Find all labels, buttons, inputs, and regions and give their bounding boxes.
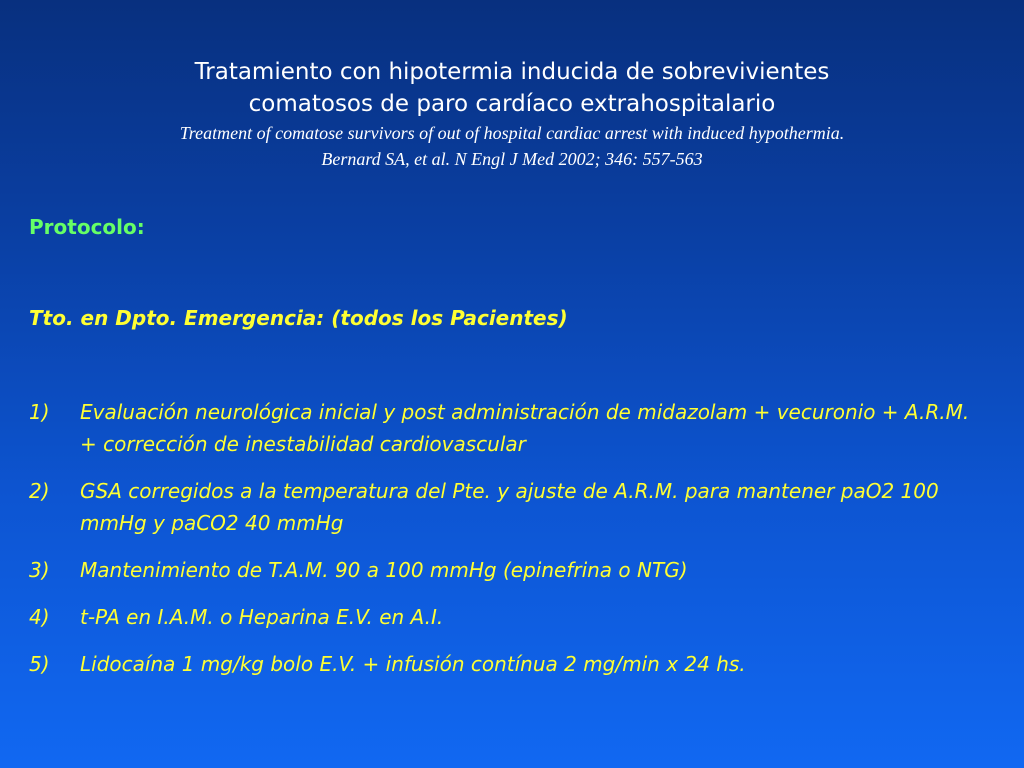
protocol-step — [29, 554, 989, 586]
slide-header — [0, 56, 1024, 172]
slide-title-line-2: comatosos de paro cardíaco extrahospitalario — [248, 91, 776, 117]
protocol-step — [29, 396, 989, 460]
step-text: Evaluación neurológica inicial y post administración de midazolam + vecuronio + A.R.M. + corrección de inestabilidad cardiovascular — [80, 400, 970, 456]
protocol-steps-list — [29, 396, 989, 695]
step-number: 4) — [29, 605, 50, 629]
protocol-step — [29, 475, 989, 539]
protocol-step — [29, 601, 989, 633]
step-text: Mantenimiento de T.A.M. 90 a 100 mmHg (epinefrina o NTG) — [80, 558, 688, 582]
step-text: GSA corregidos a la temperatura del Pte. y ajuste de A.R.M. para mantener paO2 100 mmHg y paCO2 40 mmHg — [80, 479, 939, 535]
step-number: 1) — [29, 400, 50, 424]
english-title: Treatment of comatose survivors of out of hospital cardiac arrest with induced hypothermia. — [179, 123, 845, 143]
step-number: 5) — [29, 652, 50, 676]
protocol-label: Protocolo: — [29, 215, 145, 239]
protocol-step — [29, 648, 989, 680]
slide-title-line-1: Tratamiento con hipotermia inducida de sobrevivientes — [194, 59, 830, 85]
step-text: Lidocaína 1 mg/kg bolo E.V. + infusión contínua 2 mg/min x 24 hs. — [80, 652, 746, 676]
emergency-department-subheading: Tto. en Dpto. Emergencia: (todos los Pacientes) — [29, 306, 568, 330]
step-number: 2) — [29, 479, 50, 503]
citation-reference: Bernard SA, et al. N Engl J Med 2002; 346: 557-563 — [321, 149, 703, 169]
step-text: t-PA en I.A.M. o Heparina E.V. en A.I. — [80, 605, 444, 629]
step-number: 3) — [29, 558, 50, 582]
